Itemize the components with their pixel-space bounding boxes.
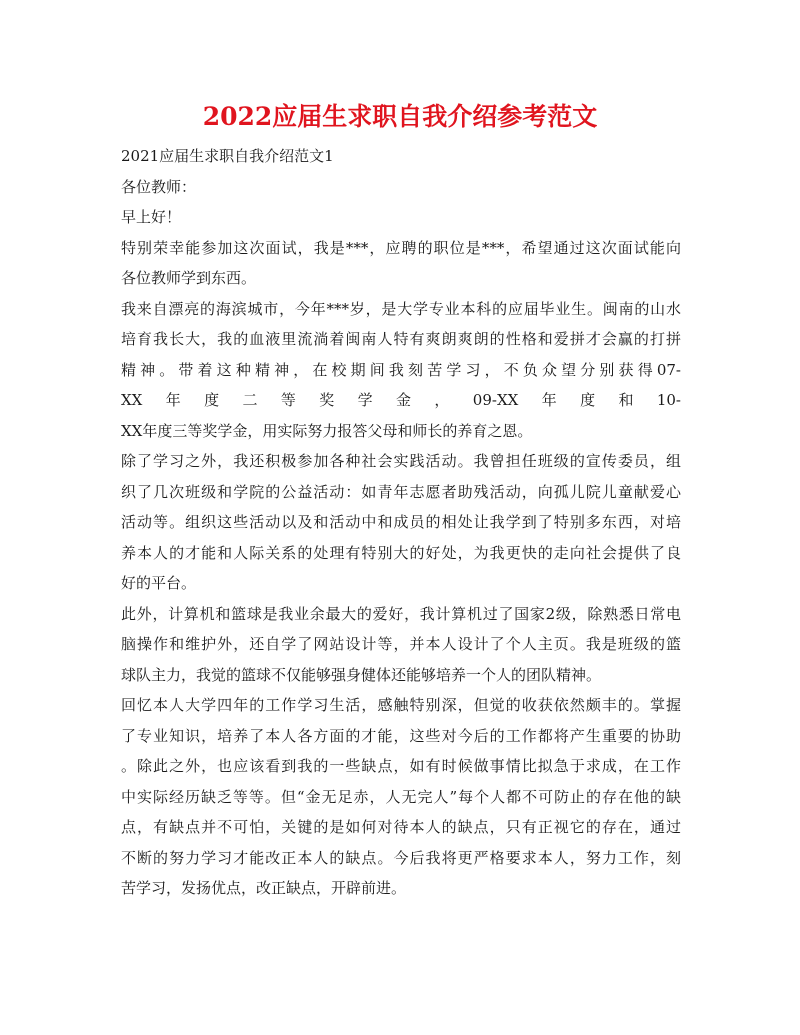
- document-body: [121, 141, 681, 904]
- paragraph: [121, 141, 681, 172]
- text-line: 精神。带着这种精神，在校期间我刻苦学习，不负众望分别获得07-: [121, 360, 681, 379]
- text-line: 。除此之外，也应该看到我的一些缺点，如有时候做事情比拟急于求成，在工作: [121, 757, 681, 775]
- text-line: 早上好！: [121, 208, 182, 226]
- document-title: 2022应届生求职自我介绍参考范文: [202, 102, 598, 131]
- text-line: XX年度三等奖学金，用实际努力报答父母和师长的养育之恩。: [121, 421, 533, 440]
- text-line: 2021应届生求职自我介绍范文1: [121, 147, 334, 165]
- text-line: 各位教师：: [121, 177, 197, 196]
- text-line: 了专业知识，培养了本人各方面的才能，这些对今后的工作都将产生重要的协助: [121, 726, 681, 745]
- text-line: 回忆本人大学四年的工作学习生活，感触特别深，但觉的收获依然颇丰的。掌握: [121, 696, 681, 714]
- text-line: 点，有缺点并不可怕，关键的是如何对待本人的缺点，只有正视它的存在，通过: [121, 818, 681, 836]
- paragraph: [121, 233, 681, 294]
- text-line: 养本人的才能和人际关系的处理有特别大的好处，为我更快的走向社会提供了良: [121, 543, 681, 562]
- paragraph: [121, 172, 681, 203]
- text-line: 此外，计算机和篮球是我业余最大的爱好，我计算机过了国家2级，除熟悉日常电: [121, 604, 681, 623]
- text-line: 中实际经历缺乏等等。但“金无足赤，人无完人”每个人都不可防止的存在他的缺: [121, 787, 681, 806]
- text-line: 培育我长大，我的血液里流淌着闽南人特有爽朗爽朗的性格和爱拼才会赢的打拼: [121, 330, 681, 348]
- paragraph: [121, 446, 681, 599]
- paragraph: [121, 202, 681, 233]
- text-line: XX年度二等奖学金，09-XX年度和10-: [121, 391, 681, 409]
- text-line: 脑操作和维护外，还自学了网站设计等，并本人设计了个人主页。我是班级的篮: [121, 635, 681, 653]
- text-line: 我来自漂亮的海滨城市，今年***岁，是大学专业本科的应届毕业生。闽南的山水: [121, 299, 681, 318]
- text-line: 除了学习之外，我还积极参加各种社会实践活动。我曾担任班级的宣传委员，组: [121, 452, 681, 470]
- text-line: 苦学习，发扬优点，改正缺点，开辟前进。: [121, 879, 407, 897]
- paragraph: [121, 599, 681, 691]
- text-line: 球队主力，我觉的篮球不仅能够强身健体还能够培养一个人的团队精神。: [121, 665, 602, 684]
- text-line: 好的平台。: [121, 574, 197, 592]
- text-line: 活动等。组织这些活动以及和活动中和成员的相处让我学到了特别多东西，对培: [121, 513, 681, 531]
- text-line: 不断的努力学习才能改正本人的缺点。今后我将更严格要求本人，努力工作，刻: [121, 848, 681, 867]
- paragraph: [121, 294, 681, 447]
- text-line: 各位教师学到东西。: [121, 269, 257, 287]
- text-line: 织了几次班级和学院的公益活动：如青年志愿者助残活动，向孤儿院儿童献爱心: [121, 482, 681, 501]
- paragraph: [121, 690, 681, 904]
- text-line: 特别荣幸能参加这次面试，我是***，应聘的职位是***，希望通过这次面试能向: [121, 238, 681, 257]
